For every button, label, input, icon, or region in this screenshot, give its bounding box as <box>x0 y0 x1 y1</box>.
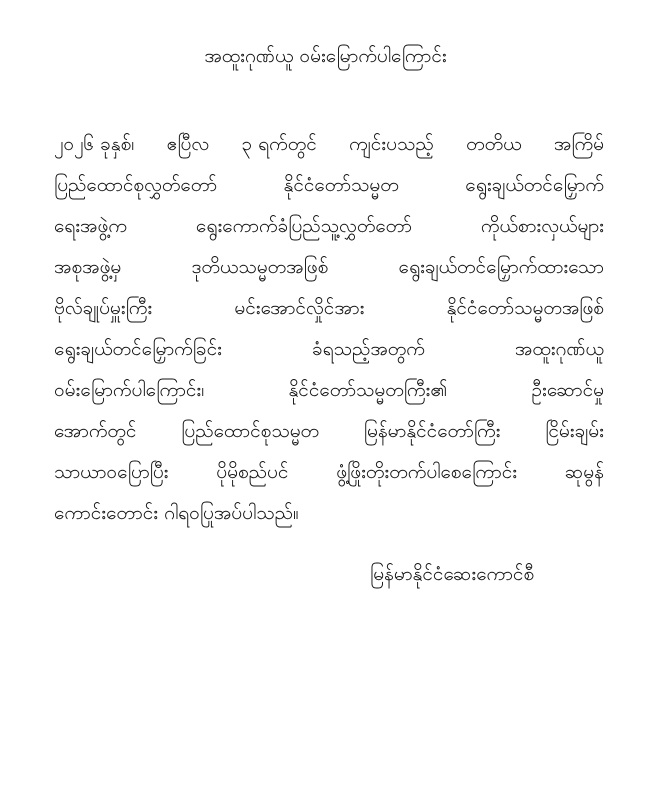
body-line-1 <box>54 130 604 171</box>
body-word: ရေးအဖွဲ့က <box>54 215 127 237</box>
body-word: ဗိုလ်ချုပ်မှူးကြီး <box>54 297 153 319</box>
body-line-6 <box>54 335 604 376</box>
body-line-5 <box>54 294 604 335</box>
body-word: ရွေးကောက်ခံပြည်သူ့လွှတ်တော် <box>195 215 412 237</box>
body-word: နိုင်ငံတော်သမ္မတအဖြစ် <box>446 297 604 319</box>
body-line-9 <box>54 458 604 499</box>
body-word: တတိယ <box>466 133 522 155</box>
body-word: ဧပြီလ <box>166 133 210 155</box>
body-word: ရွေးချယ်တင်မြှောက်ခြင်း <box>54 338 222 360</box>
body-line-8 <box>54 417 604 458</box>
body-word: မင်းအောင်လှိုင်အား <box>234 297 365 319</box>
body-word: ပြည်ထောင်စုလွှတ်တော် <box>54 174 218 196</box>
body-word: အောက်တွင် <box>54 420 137 442</box>
body-line-10 <box>54 499 604 540</box>
body-word: ၂၀၂၆ ခုနှစ်၊ <box>54 133 135 155</box>
body-word: ဆုမွန် <box>564 461 604 483</box>
body-word: ပြည်ထောင်စုသမ္မတ <box>181 420 320 442</box>
document-body <box>54 130 604 540</box>
body-word: နိုင်ငံတော်သမ္မတကြီး၏ <box>288 379 448 401</box>
document-title: အထူးဂုဏ်ယူ ဝမ်းမြောက်ပါကြောင်း <box>204 45 447 67</box>
body-word: ဝမ်းမြောက်ပါကြောင်း၊ <box>54 379 205 401</box>
body-word: ကောင်းတောင်း ဂါရဝပြုအပ်ပါသည်။ <box>54 502 299 524</box>
body-word: ငြိမ်းချမ်း <box>545 420 604 442</box>
body-line-7 <box>54 376 604 417</box>
body-word: ပိုမိုစည်ပင် <box>216 461 289 483</box>
body-word: မြန်မာနိုင်ငံတော်ကြီး <box>363 420 501 442</box>
signature: မြန်မာနိုင်ငံဆေးကောင်စီ <box>370 563 535 585</box>
body-word: ရွေးချယ်တင်မြှောက် <box>465 174 604 196</box>
body-word: နိုင်ငံတော်သမ္မတ <box>283 174 399 196</box>
body-word: ခံရသည့်အတွက် <box>312 338 425 360</box>
body-word: ၃ ရက်တွင် <box>241 133 317 155</box>
body-word: ဦးဆောင်မှု <box>531 379 604 401</box>
body-word: ကိုယ်စားလှယ်များ <box>480 215 604 237</box>
body-word: အထူးဂုဏ်ယူ <box>514 338 604 360</box>
body-line-3 <box>54 212 604 253</box>
body-word: သာယာဝပြောပြီး <box>54 461 169 483</box>
body-word: ဖွံ့ဖြိုးတိုးတက်ပါစေကြောင်း <box>336 461 518 483</box>
body-word: အကြိမ် <box>553 133 604 155</box>
body-word: ကျင်းပသည့် <box>349 133 434 155</box>
body-line-2 <box>54 171 604 212</box>
body-word: ရွေးချယ်တင်မြှောက်ထားသော <box>398 256 604 278</box>
body-word: ဒုတိယသမ္မတအဖြစ် <box>191 256 329 278</box>
body-line-4 <box>54 253 604 294</box>
body-word: အစုအဖွဲ့မှ <box>54 256 122 278</box>
